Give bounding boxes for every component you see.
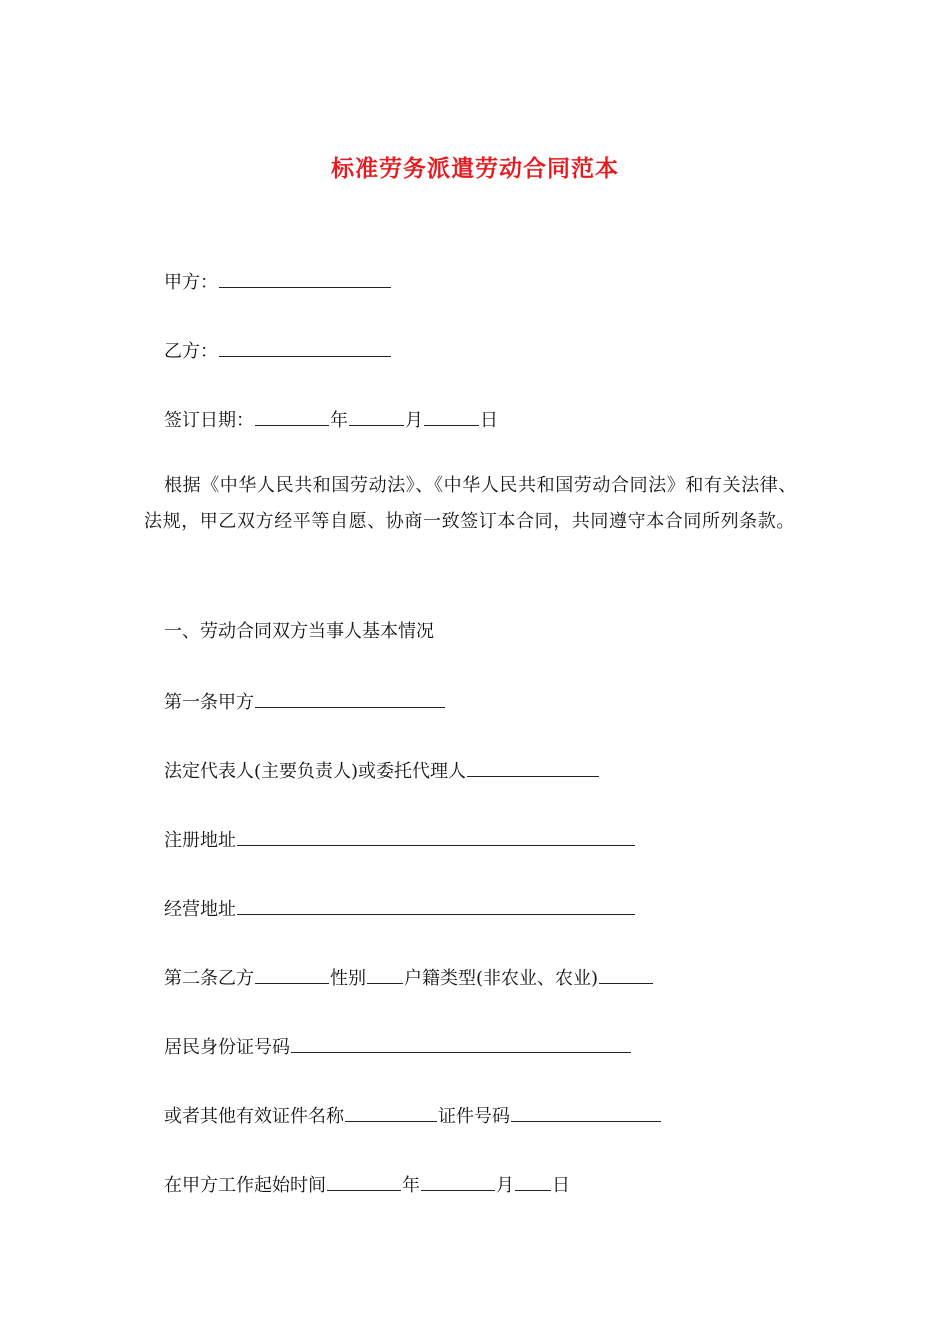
gender-label: 性别 [330,968,366,989]
start-time-label: 在甲方工作起始时间 [164,1175,326,1196]
legal-rep-line [164,758,600,784]
preamble-paragraph: 根据《中华人民共和国劳动法》、《中华人民共和国劳动合同法》和有关法律、法规，甲乙双方经平等自愿、协商一致签订本合同，共同遵守本合同所列条款。 [144,475,797,532]
sign-month-blank[interactable] [349,407,404,426]
party-a-label: 甲方： [164,272,218,293]
biz-addr-label: 经营地址 [164,899,236,920]
biz-addr-line [164,896,636,922]
legal-rep-blank[interactable] [467,758,599,777]
sign-day-blank[interactable] [424,407,479,426]
article-1-blank[interactable] [255,689,445,708]
start-month-blank[interactable] [421,1172,495,1191]
sign-year-blank[interactable] [255,407,329,426]
other-id-number-label: 证件号码 [438,1106,510,1127]
article-1-line [164,689,446,715]
party-a-blank[interactable] [219,269,391,288]
other-id-name-blank[interactable] [345,1103,437,1122]
article-2-label: 第二条乙方 [164,968,254,989]
legal-rep-label: 法定代表人(主要负责人)或委托代理人 [164,761,467,782]
household-blank[interactable] [599,965,653,984]
start-day-label: 日 [552,1175,570,1196]
article-1-label: 第一条甲方 [164,692,254,713]
party-b-line [164,338,392,364]
start-day-blank[interactable] [515,1172,551,1191]
gender-blank[interactable] [367,965,403,984]
reg-addr-label: 注册地址 [164,830,236,851]
start-year-label: 年 [402,1175,420,1196]
start-time-line [164,1172,570,1198]
sign-date-label: 签订日期： [164,410,254,431]
id-number-label: 居民身份证号码 [164,1037,290,1058]
other-id-number-blank[interactable] [511,1103,661,1122]
household-label: 户籍类型(非农业、农业) [404,968,599,989]
article-2-line [164,965,654,991]
document-title: 标准劳务派遣劳动合同范本 [331,155,619,182]
reg-addr-blank[interactable] [237,827,635,846]
section-1-heading: 一、劳动合同双方当事人基本情况 [164,621,434,642]
sign-month-label: 月 [405,410,423,431]
id-number-line [164,1034,632,1060]
sign-year-label: 年 [330,410,348,431]
party-b-label: 乙方： [164,341,218,362]
reg-addr-line [164,827,636,853]
party-b-blank[interactable] [219,338,391,357]
article-2-name-blank[interactable] [255,965,329,984]
start-year-blank[interactable] [327,1172,401,1191]
id-number-blank[interactable] [291,1034,631,1053]
other-id-line [164,1103,662,1129]
other-id-label: 或者其他有效证件名称 [164,1106,344,1127]
start-month-label: 月 [496,1175,514,1196]
sign-date-line [164,407,498,433]
sign-day-label: 日 [480,410,498,431]
party-a-line [164,269,392,295]
biz-addr-blank[interactable] [237,896,635,915]
